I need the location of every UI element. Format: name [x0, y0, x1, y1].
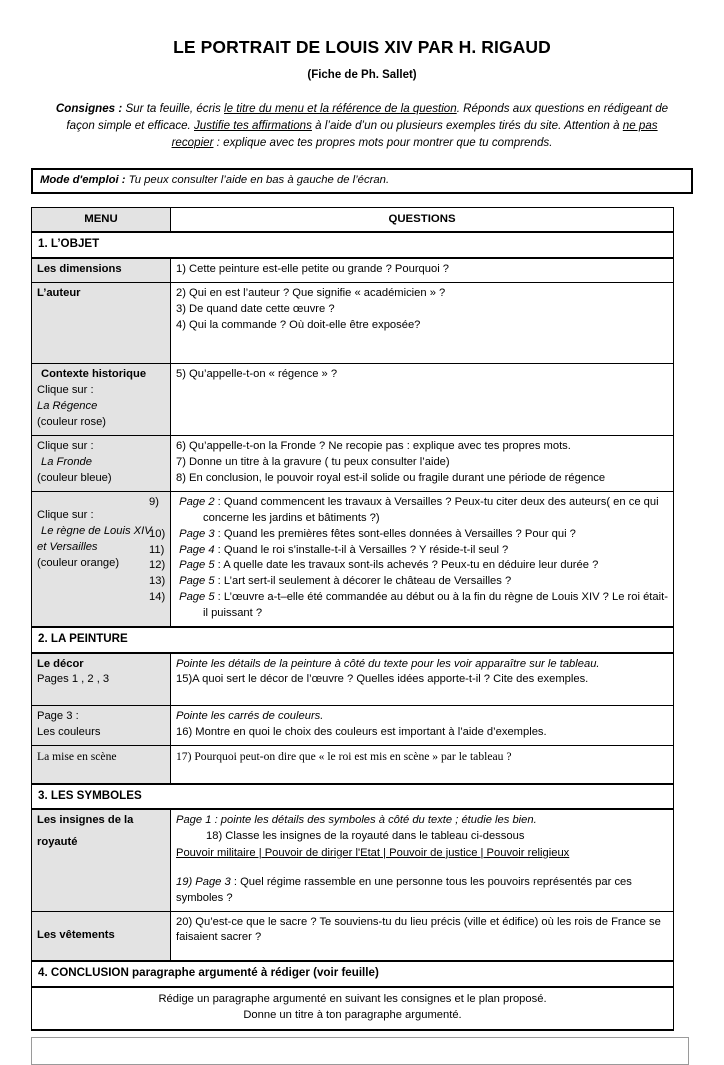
instructions-part-1: Sur ta feuille, écris [122, 102, 225, 116]
question-6: 6) Qu’appelle-t-on la Fronde ? Ne recopie pas : explique avec tes propres mots. [176, 440, 571, 453]
table-row [32, 491, 674, 627]
questions-cell-regne [171, 491, 674, 627]
menu-link-regne-louis-xiv[interactable]: Le règne de Louis XIV [41, 524, 152, 537]
menu-color-rose: (couleur rose) [37, 416, 107, 429]
questions-cell-auteur [171, 282, 674, 364]
menu-cell-contexte [32, 364, 171, 436]
menu-cell-couleurs [32, 706, 171, 746]
menu-label-couleurs: Les couleurs [37, 726, 101, 739]
questions-cell-contexte [171, 364, 674, 436]
table-row [32, 706, 674, 746]
question-13-text: : L’art sert-il seulement à décorer le château de Versailles ? [214, 575, 512, 588]
cell-spacer [37, 766, 165, 779]
instructions-part-4: : explique avec tes propres mots pour montrer que tu comprends. [213, 135, 553, 149]
section-title-objet: 1. L’OBJET [32, 232, 674, 257]
menu-cell-auteur [32, 282, 171, 364]
questions-cell-fronde [171, 436, 674, 492]
conclusion-line-1: Rédige un paragraphe argumenté en suivant les consignes et le plan proposé. [158, 992, 547, 1005]
menu-cell-fronde [32, 436, 171, 492]
menu-cell-mise-en-scene [32, 746, 171, 784]
pouvoirs-list: Pouvoir militaire | Pouvoir de diriger l'Etat | Pouvoir de justice | Pouvoir religieux [176, 846, 570, 859]
menu-cell-decor [32, 653, 171, 706]
table-row [32, 911, 674, 961]
conclusion-cell [32, 987, 674, 1030]
question-10-page: Page 3 [179, 527, 215, 540]
worksheet-page [0, 38, 724, 1062]
question-7: 7) Donne un titre à la gravure ( tu peux consulter l’aide) [176, 455, 450, 468]
menu-page-couleurs: Page 3 : [37, 710, 79, 723]
table-row [32, 987, 674, 1030]
menu-link-la-regence[interactable]: La Régence [37, 400, 98, 413]
question-11 [176, 543, 668, 559]
question-10-text: : Quand les premières fêtes sont-elles données à Versailles ? Pour qui ? [214, 527, 576, 540]
question-4: 4) Qui la commande ? Où doit-elle être exposée? [176, 318, 421, 331]
insignes-intro: Page 1 : pointe les détails des symboles à côté du texte ; étudie les bien. [176, 814, 537, 827]
table-row [32, 364, 674, 436]
mode-emploi-text: Tu peux consulter l’aide en bas à gauche de l’écran. [125, 173, 390, 186]
column-header-questions: QUESTIONS [171, 208, 674, 233]
mode-emploi-box [31, 168, 693, 195]
question-17: 17) Pourquoi peut-on dire que « le roi est mis en scène » par le tableau ? [176, 750, 512, 764]
question-19-text: : Quel régime rassemble en une personne tous les pouvoirs représentés par ces symboles ? [176, 875, 632, 904]
question-5: 5) Qu’appelle-t-on « régence » ? [176, 368, 338, 381]
menu-label-insignes-line1: Les insignes de la [37, 814, 134, 827]
section-title-conclusion: 4. CONCLUSION paragraphe argumenté à rédiger (voir feuille) [32, 961, 674, 986]
section-row-symboles [32, 784, 674, 809]
menu-clique-sur-fronde: Clique sur : [37, 440, 94, 453]
menu-cell-insignes [32, 809, 171, 911]
question-18: 18) Classe les insignes de la royauté dans le tableau ci-dessous [206, 829, 525, 842]
section-title-symboles: 3. LES SYMBOLES [32, 784, 674, 809]
question-11-text: : Quand le roi s’installe-t-il à Versailles ? Y réside-t-il seul ? [214, 543, 509, 556]
page-title: LE PORTRAIT DE LOUIS XIV PAR H. RIGAUD [173, 37, 551, 57]
cell-spacer [37, 495, 165, 508]
section-row-conclusion [32, 961, 674, 986]
instructions-part-3: à l’aide d’un ou plusieurs exemples tirés du site. Attention à [311, 119, 623, 133]
question-13 [176, 574, 668, 590]
menu-label-vetements: Les vêtements [37, 928, 115, 941]
answer-box[interactable] [31, 1037, 689, 1065]
column-header-menu: MENU [32, 208, 171, 233]
cell-spacer [37, 688, 165, 701]
questions-cell-vetements [171, 911, 674, 961]
menu-label-decor: Le décor [37, 657, 84, 670]
question-12-page: Page 5 [179, 559, 215, 572]
table-row [32, 746, 674, 784]
instructions-paragraph [44, 101, 680, 151]
questions-cell-dimensions [171, 258, 674, 282]
instructions-underline-2: Justifie tes affirmations [194, 119, 312, 133]
menu-label-contexte: Contexte historique [41, 368, 147, 381]
table-header-row [32, 208, 674, 233]
question-10 [176, 527, 668, 543]
question-8: 8) En conclusion, le pouvoir royal est-il solide ou fragile durant une période de régence [176, 471, 606, 484]
question-3: 3) De quand date cette œuvre ? [176, 302, 335, 315]
menu-label-mise-en-scene: La mise en scène [37, 750, 117, 764]
instructions-underline-1: le titre du menu et la référence de la question [224, 102, 457, 116]
decor-intro: Pointe les détails de la peinture à côté du texte pour les voir apparaître sur le tableau. [176, 657, 600, 670]
menu-label-dimensions: Les dimensions [37, 262, 122, 275]
menu-link-et-versailles[interactable]: et Versailles [37, 540, 98, 553]
question-14-text: : L’œuvre a-t–elle été commandée au début ou à la fin du règne de Louis XIV ? Le roi était-il puissant ? [203, 591, 668, 620]
table-row [32, 258, 674, 282]
cell-spacer [37, 915, 165, 928]
section-title-peinture: 2. LA PEINTURE [32, 627, 674, 652]
question-16: 16) Montre en quoi le choix des couleurs est important à l’aide d’exemples. [176, 726, 547, 739]
question-1: 1) Cette peinture est-elle petite ou grande ? Pourquoi ? [176, 262, 450, 275]
menu-label-auteur: L’auteur [37, 286, 81, 299]
question-13-page: Page 5 [179, 575, 215, 588]
instructions-part-2: . Réponds aux questions en rédigeant de façon simple et efficace. [66, 102, 669, 133]
cell-spacer [176, 346, 668, 359]
table-row [32, 436, 674, 492]
table-row [32, 282, 674, 364]
menu-cell-dimensions [32, 258, 171, 282]
menu-color-bleue: (couleur bleue) [37, 471, 112, 484]
couleurs-intro: Pointe les carrés de couleurs. [176, 710, 324, 723]
table-row [32, 653, 674, 706]
menu-clique-sur-contexte: Clique sur : [37, 384, 94, 397]
menu-link-la-fronde[interactable]: La Fronde [41, 455, 92, 468]
conclusion-line-2: Donne un titre à ton paragraphe argumenté. [243, 1008, 462, 1021]
question-14-page: Page 5 [179, 591, 215, 604]
question-15: 15)A quoi sert le décor de l’œuvre ? Quelles idées apporte-t-il ? Cite des exemples. [176, 673, 589, 686]
questions-cell-decor [171, 653, 674, 706]
question-19-page: Page 3 [195, 875, 231, 888]
instructions-label: Consignes : [55, 102, 123, 116]
question-2: 2) Qui en est l’auteur ? Que signifie « académicien » ? [176, 286, 446, 299]
question-11-page: Page 4 [179, 543, 215, 556]
questions-cell-mise-en-scene [171, 746, 674, 784]
menu-label-insignes-line2: royauté [37, 835, 78, 848]
question-9-page: Page 2 [179, 495, 215, 508]
question-19 [176, 875, 668, 907]
mode-emploi-label: Mode d'emploi : [40, 173, 126, 186]
question-12-text: : A quelle date les travaux sont-ils achevés ? Peux-tu en déduire leur durée ? [214, 559, 599, 572]
question-9-text: : Quand commencent les travaux à Versailles ? Peux-tu citer deux des auteurs( en ce qui concerne les jardins et bâtiments ?) [203, 495, 659, 524]
menu-color-orange: (couleur orange) [37, 556, 120, 569]
question-12 [176, 558, 668, 574]
question-9 [176, 495, 668, 527]
question-19-number: 19) [176, 875, 193, 888]
table-row [32, 809, 674, 911]
cell-spacer [176, 333, 668, 346]
menu-cell-vetements [32, 911, 171, 961]
cell-spacer [37, 943, 165, 956]
menu-pages-decor: Pages 1 , 2 , 3 [37, 673, 110, 686]
question-20: 20) Qu’est-ce que le sacre ? Te souviens-tu du lieu précis (ville et édifice) où les rois de France se faisaient sacrer ? [176, 915, 661, 944]
menu-clique-sur-regne: Clique sur : [37, 508, 94, 521]
section-row-objet [32, 232, 674, 257]
cell-spacer [176, 862, 668, 875]
questions-cell-insignes [171, 809, 674, 911]
page-subtitle: (Fiche de Ph. Sallet) [307, 69, 417, 82]
section-row-peinture [32, 627, 674, 652]
questions-cell-couleurs [171, 706, 674, 746]
instructions-underline-3: ne pas recopier [171, 119, 658, 149]
question-14 [176, 590, 668, 622]
worksheet-table [31, 207, 674, 1031]
